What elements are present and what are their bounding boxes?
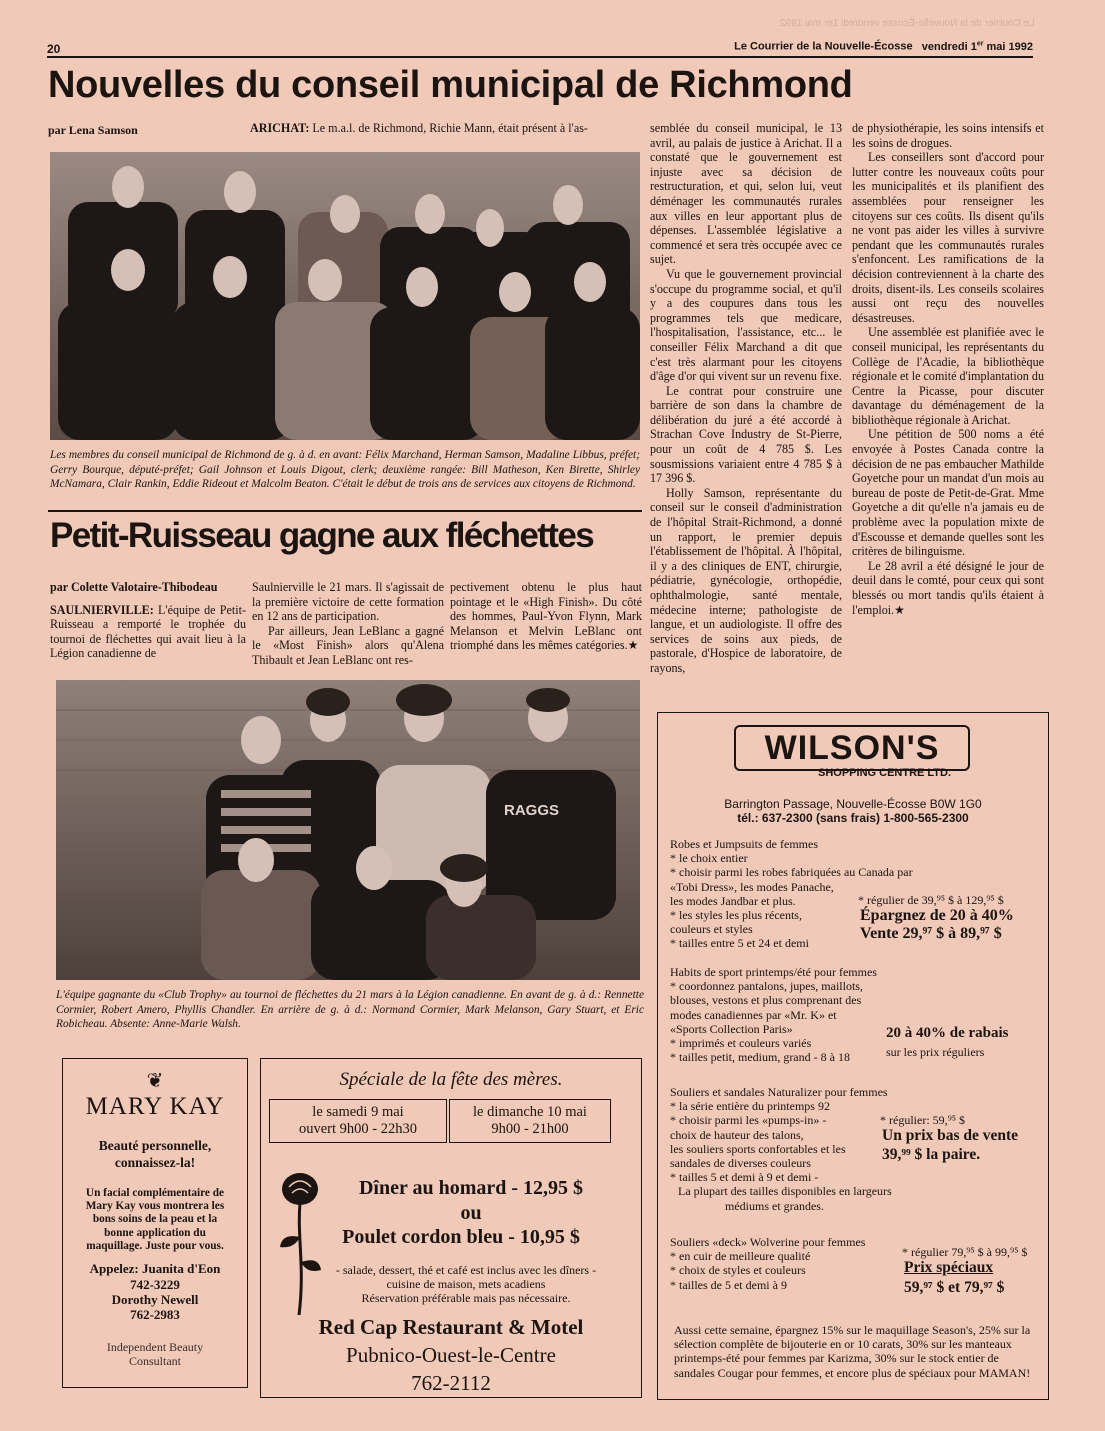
naturalizer-item: les souliers sports confortables et les	[670, 1141, 846, 1156]
hours-box-sunday	[449, 1099, 611, 1143]
mary-kay-ad	[62, 1058, 248, 1388]
article2-dateline: SAULNIERVILLE:	[50, 602, 154, 617]
dresses-regular-price: * régulier de 39,⁹⁵ $ à 129,⁹⁵ $	[858, 893, 1004, 907]
sportswear-item: «Sports Collection Paris»	[670, 1021, 793, 1036]
article1-lead	[250, 121, 642, 136]
darts-team-photo	[56, 680, 640, 980]
council-photo	[50, 152, 640, 440]
article2-paragraph: Par ailleurs, Jean LeBlanc a gagné le «Most Finish» alors qu'Alena Thibault et Jean LeBlanc ont res-	[252, 623, 444, 667]
wilsons-subtitle: SHOPPING CENTRE LTD.	[818, 767, 952, 779]
naturalizer-sale-price: 39,⁹⁹ $ la paire.	[882, 1146, 981, 1163]
hours-box-saturday	[269, 1099, 447, 1143]
sportswear-discount-note: sur les prix réguliers	[886, 1045, 985, 1059]
dresses-item: * le choix entier	[670, 851, 748, 866]
sportswear-section	[670, 965, 1040, 1064]
mary-kay-footer: Independent Beauty Consultant	[106, 1340, 204, 1369]
mary-kay-headline: Beauté personnelle, connaissez-la!	[98, 1138, 212, 1170]
wolverine-title: Souliers «deck» Wolverine pour femmes	[670, 1235, 866, 1249]
naturalizer-item: * la série entière du printemps 92	[670, 1099, 830, 1114]
article1-paragraph: Les conseillers sont d'accord pour lutter contre les nouveaux coûts pour les municipalités et ils planifient des assemblées pour renseigner les citoyens sur ces coûts. Ils disent qu'ils ne vont pas aider les villes à survivre pendant que les communautés rurales s'enfoncent. Les ramifications de la décision contreviennent à la charte des droits, disent-ils. Les conseils scolaires aussi ont reçu des nouvelles désastreuses.	[852, 150, 1044, 325]
mary-kay-phone-1: 742-3229	[130, 1277, 180, 1293]
mary-kay-logo: MARY KAY	[85, 1093, 225, 1120]
wolverine-item: * tailles de 5 et demi à 9	[670, 1277, 787, 1292]
shirt-text: RAGGS	[504, 802, 560, 819]
article1-lead-text: Le m.a.l. de Richmond, Richie Mann, était présent à l'as-	[312, 121, 588, 135]
red-cap-title: Spéciale de la fête des mères.	[339, 1069, 563, 1090]
dresses-item: couleurs et styles	[670, 922, 753, 937]
article2-paragraph: pectivement obtenu le plus haut pointage et le «High Finish». Du côté des hommes, Paul-Yvon Flynn, Mark Melanson et Melvin LeBlanc ont triomphé dans les mêmes catégories.★	[450, 580, 642, 653]
wolverine-special-label: Prix spéciaux	[904, 1259, 994, 1276]
bleed-through-header: Le Courrier de la Nouvelle-Écosse vendredi 1er mai 1992	[780, 18, 1035, 29]
article1-paragraph: semblée du conseil municipal, le 13 avril, au palais de justice à Arichat. Il a constaté que le gouvernement est injuste avec sa décision de restructuration, et qui, selon lui, veut déménager les communautés rurales aux villes en leur apportant plus de dépenses. L'assemblée législative a commencé et sera très occupée avec ce sujet.	[650, 121, 842, 267]
red-cap-name: Red Cap Restaurant & Motel	[318, 1315, 584, 1339]
mary-kay-body: Un facial complémentaire de Mary Kay vous montrera les bons soins de la peau et la bonne application du maquillage. Juste pour vous.	[85, 1187, 225, 1252]
naturalizer-item: La plupart des tailles disponibles en largeurs	[678, 1184, 892, 1199]
wilsons-footer: Aussi cette semaine, épargnez 15% sur le maquillage Season's, 25% sur la sélection complète de bijouterie en or 10 carats, 30% sur les manteaux printemps-été pour femmes par Karizma, 30% sur le stock entier de sandales Cougar pour femmes, et encore plus de spéciaux pour MAMAN!	[674, 1323, 1031, 1380]
dresses-sale-price: Vente 29,⁹⁷ $ à 89,⁹⁷ $	[860, 925, 1002, 942]
article1-paragraph: Le 28 avril a été désigné le jour de deuil dans le comté, pour ceux qui sont blessés ou mort tandis qu'ils étaient à l'emploi.★	[852, 558, 1044, 617]
mary-kay-phone-2: 762-2983	[130, 1307, 180, 1323]
article2-paragraph: Saulnierville le 21 mars. Il s'agissait de la première victoire de cette formation en 12 ans de participation.	[252, 580, 444, 624]
naturalizer-item: choix de hauteur des talons,	[670, 1127, 804, 1142]
naturalizer-item: sandales de diverses couleurs	[670, 1156, 811, 1171]
dresses-item: «Tobi Dress», les modes Panache,	[670, 879, 834, 894]
dresses-item: les modes Jandbar et plus.	[670, 893, 796, 908]
sportswear-item: modes canadiennes par «Mr. K» et	[670, 1007, 837, 1022]
red-cap-place: Pubnico-Ouest-le-Centre	[346, 1343, 556, 1367]
darts-photo-caption: L'équipe gagnante du «Club Trophy» au tournoi de fléchettes du 21 mars à la Légion canadienne. En avant de g. à d.: Rennette Cormier, Robert Amero, Phyllis Chandler. En arrière de g. à d.: Normand Cormier, Mark Melanson, Gary Stuart, et Eric Robicheau. Absente: Anne-Marie Walsh.	[56, 989, 644, 1031]
naturalizer-item: * choisir parmi les «pumps-in» -	[670, 1113, 827, 1128]
wolverine-special-price: 59,⁹⁷ $ et 79,⁹⁷ $	[904, 1279, 1005, 1296]
article2-byline: par Colette Valotaire-Thibodeau	[50, 580, 218, 594]
dresses-item: * tailles entre 5 et 24 et demi	[670, 936, 809, 951]
menu-note-3: Réservation préférable mais pas nécessaire.	[361, 1291, 571, 1305]
red-cap-phone: 762-2112	[411, 1371, 491, 1395]
article2-headline: Petit-Ruisseau gagne aux fléchettes	[50, 516, 594, 555]
article2-paragraph: SAULNIERVILLE: L'équipe de Petit-Ruisseau a remporté le trophée du tournoi de fléchettes qui avait lieu à la Légion canadienne de	[50, 602, 246, 661]
article2-column-3	[450, 580, 642, 653]
naturalizer-title: Souliers et sandales Naturalizer pour femmes	[670, 1085, 888, 1099]
running-header	[734, 40, 1033, 53]
menu-or: ou	[460, 1202, 482, 1224]
naturalizer-regular-price: * régulier: 59,⁹⁵ $	[880, 1113, 966, 1127]
mary-kay-contact: Appelez: Juanita d'Eon	[89, 1261, 221, 1277]
sportswear-title: Habits de sport printemps/été pour femmes	[670, 965, 877, 979]
article1-paragraph: Vu que le gouvernement provincial s'occupe du programme social, et qu'il y a des coupures dans tous les programmes tels que medicare, l'hospitalisation, l'assistance, etc... le conseiller Félix Marchand a dit que c'est très alarmant pour les citoyens d'âge d'or qui vivent sur un revenu fixe.	[650, 266, 842, 384]
sunday-hours: 9h00 - 21h00	[491, 1121, 569, 1137]
dresses-title: Robes et Jumpsuits de femmes	[670, 837, 818, 851]
naturalizer-sale-label: Un prix bas de vente	[882, 1127, 1019, 1144]
naturalizer-item: médiums et grandes.	[725, 1198, 824, 1213]
sportswear-item: * coordonnez pantalons, jupes, maillots,	[670, 979, 863, 994]
sportswear-discount: 20 à 40% de rabais	[886, 1025, 1009, 1041]
article1-column-3	[650, 121, 842, 676]
saturday-date: le samedi 9 mai	[312, 1104, 404, 1120]
sportswear-item: * imprimés et couleurs variés	[670, 1036, 812, 1051]
menu-lobster: Dîner au homard - 12,95 $	[358, 1177, 584, 1199]
header-rule	[47, 56, 1033, 58]
wilsons-ad	[657, 712, 1049, 1400]
wilsons-address: Barrington Passage, Nouvelle-Écosse B0W 1G0	[724, 797, 982, 811]
article2-column-2	[252, 580, 444, 668]
wolverine-regular-price: * régulier 79,⁹⁵ $ à 99,⁹⁵ $	[902, 1245, 1028, 1259]
article1-dateline: ARICHAT:	[250, 121, 310, 135]
article-divider	[48, 510, 642, 512]
wolverine-item: * en cuir de meilleure qualité	[670, 1249, 811, 1264]
article1-paragraph: Une pétition de 500 noms a été envoyée à Postes Canada contre la décision de ne pas embaucher Mathilde Goyetche pour un mandat d'un mois au bureau de poste de Petit-de-Grat. Mme Goyetche a dit qu'elle n'a jamais eu de problème avec la population mixte de d'Escousse et demande quelles sont les critères de bilinguisme.	[852, 427, 1044, 559]
article2-column-1	[50, 580, 246, 661]
menu-chicken: Poulet cordon bleu - 10,95 $	[342, 1226, 580, 1248]
mary-kay-flower-icon: ❦	[146, 1070, 164, 1092]
dresses-savings: Épargnez de 20 à 40%	[860, 907, 1014, 924]
saturday-hours: ouvert 9h00 - 22h30	[299, 1121, 417, 1137]
sportswear-item: blouses, vestons et plus comprenant des	[670, 993, 862, 1008]
menu-note-1: - salade, dessert, thé et café est inclus avec les dîners -	[335, 1263, 597, 1277]
wilsons-logo: WILSON'S	[734, 725, 970, 771]
page-number: 20	[47, 42, 61, 56]
article1-paragraph: Le contrat pour construire une barrière de son dans la chambre de délibération du juré a été accordé à Strachan Cove Industry de St-Pierre, pour un coût de 4 785 $. Les sousmissions variaient entre 4 785 $ à 17 396 $.	[650, 383, 842, 486]
wolverine-item: * choix de styles et couleurs	[670, 1263, 806, 1278]
sunday-date: le dimanche 10 mai	[473, 1104, 587, 1120]
article1-paragraph: Une assemblée est planifiée avec le conseil municipal, les représentants du Collège de l'Acadie, la bibliothèque régionale et le comité d'implantation du Centre la Picasse, pour discuter davantage du déménagement de la bibliothèque régionale à Arichat.	[852, 325, 1044, 427]
council-photo-caption: Les membres du conseil municipal de Richmond de g. à d. en avant: Félix Marchand, Herman Samson, Madaline Libbus, préfet; Gerry Bourque, député-préfet; Gail Johnson et Louis Digout, clerk; deuxième rangée: Bill Matheson, Ken Birette, Shirley McNamara, Clair Rankin, Eddie Rideout et Malcolm Beaton. C'était le début de trois ans de services aux citoyens de Richmond.	[50, 449, 640, 491]
article1-headline: Nouvelles du conseil municipal de Richmond	[48, 64, 853, 106]
article1-byline: par Lena Samson	[48, 123, 138, 137]
menu-note-2: cuisine de maison, mets acadiens	[386, 1277, 546, 1291]
issue-date: vendredi 1er mai 1992	[921, 40, 1033, 53]
mary-kay-name-2: Dorothy Newell	[111, 1292, 199, 1308]
red-cap-ad	[260, 1058, 642, 1398]
dresses-item: * choisir parmi les robes fabriquées au Canada par	[670, 865, 913, 880]
naturalizer-section	[670, 1085, 1040, 1213]
publication-name: Le Courrier de la Nouvelle-Écosse	[734, 40, 913, 53]
article1-paragraph: Holly Samson, représentante du conseil sur le conseil d'administration de l'hôpital Strait-Richmond, a donné un rapport, le premier depuis l'établissement de l'hôpital. À l'hôpital, il y a des cliniques de ENT, chirurgie, pédiatrie, gynécologie, orthopédie, ophthalmologie, santé mentale, médecine interne; pathologiste de langue, et un audiologiste. Il offre des services de soins aux pieds, de pastorale, d'Hospice de laboratoire, de rayons,	[650, 485, 842, 675]
naturalizer-item: * tailles 5 et demi à 9 et demi -	[670, 1170, 819, 1185]
sportswear-item: * tailles petit, medium, grand - 8 à 18	[670, 1050, 850, 1065]
wilsons-phone: tél.: 637-2300 (sans frais) 1-800-565-2300	[737, 811, 969, 825]
article1-paragraph: de physiothérapie, les soins intensifs et les soins de drogues.	[852, 121, 1044, 150]
article1-column-4	[852, 121, 1044, 617]
dresses-item: * les styles les plus récents,	[670, 908, 802, 923]
